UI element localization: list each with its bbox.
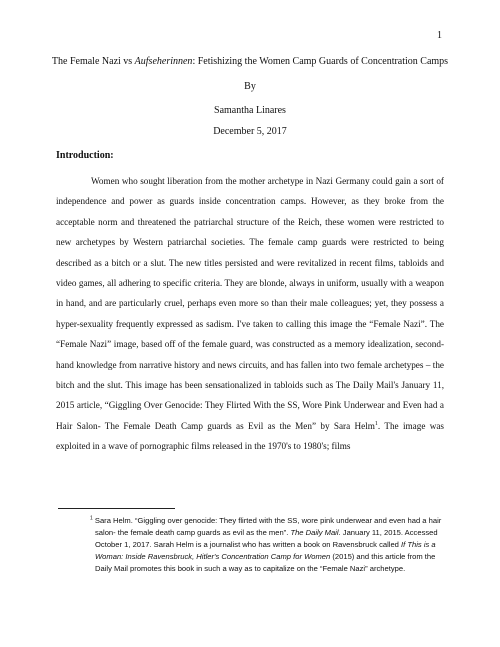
page-number: 1 bbox=[437, 30, 442, 41]
title-part-1: The Female Nazi vs bbox=[51, 56, 135, 67]
footnote-text-a: Sara Helm. “Giggling over genocide: They flirted with the SS, wore pink underwear and even had a hair salon- the female death camp guards as evil as the men”. bbox=[92, 516, 442, 537]
body-paragraph bbox=[56, 171, 444, 457]
section-heading: Introduction: bbox=[56, 150, 114, 161]
footnote-text-b: . January 11, 2015. Accessed October 1, 2017. Sarah Helm is a journalist who has written a book on Ravensbruck called bbox=[95, 528, 438, 549]
footnote-reference: 1 bbox=[374, 420, 378, 427]
document-title bbox=[0, 56, 500, 67]
footnote-number: 1 bbox=[90, 515, 93, 522]
footnote-book-title: If This is a Woman: Inside Ravensbruck, Hitler's Concentration Camp for Women bbox=[95, 540, 436, 561]
footnote bbox=[90, 515, 450, 575]
footnote-source-title: The Daily Mail bbox=[290, 528, 339, 537]
document-date: December 5, 2017 bbox=[213, 126, 287, 137]
body-text-before-note: Women who sought liberation from the mother archetype in Nazi Germany could gain a sort of independence and power as guards inside concentration camps. However, as they broke from the acceptable norm and threatened the patriarchal structure of the Reich, these women were restricted to new archetypes by Western patriarchal societies. The female camp guards were restricted to being described as a bitch or a slut. The new titles persisted and were revitalized in recent films, tabloids and video games, all adhering to specific criteria. They are blonde, always in uniform, usually with a weapon in hand, and are particularly cruel, perhaps even more so than their male colleagues; yet, they possess a hyper-sexuality frequently expressed as sadism. I've taken to calling this image the “Female Nazi”. The “Female Nazi” image, based off of the female guard, was constructed as a memory idealization, second-hand knowledge from narrative history and news circuits, and has fallen into two female archetypes – the bitch and the slut. This image has been sensationalized in tabloids such as The Daily Mail's January 11, 2015 article, “Giggling Over Genocide: They Flirted With the SS, Wore Pink Underwear and Even had a Hair Salon- The Female Death Camp guards as Evil as the Men” by Sara Helm bbox=[56, 176, 444, 431]
title-part-2: : Fetishizing the Women Camp Guards of Concentration Camps bbox=[192, 56, 449, 67]
byline: By bbox=[244, 81, 256, 92]
footnote-separator bbox=[58, 508, 175, 509]
title-italic-term: Aufseherinnen bbox=[134, 56, 193, 67]
author-name: Samantha Linares bbox=[214, 105, 286, 116]
body-text-after-note: . The image was exploited in a wave of pornographic films released in the 1970's to 1980's; films bbox=[56, 420, 444, 452]
footnote-text-c: (2015) and this article from the Daily Mail promotes this book in such a way as to capitalize on the “Female Nazi” archetype. bbox=[95, 552, 436, 573]
